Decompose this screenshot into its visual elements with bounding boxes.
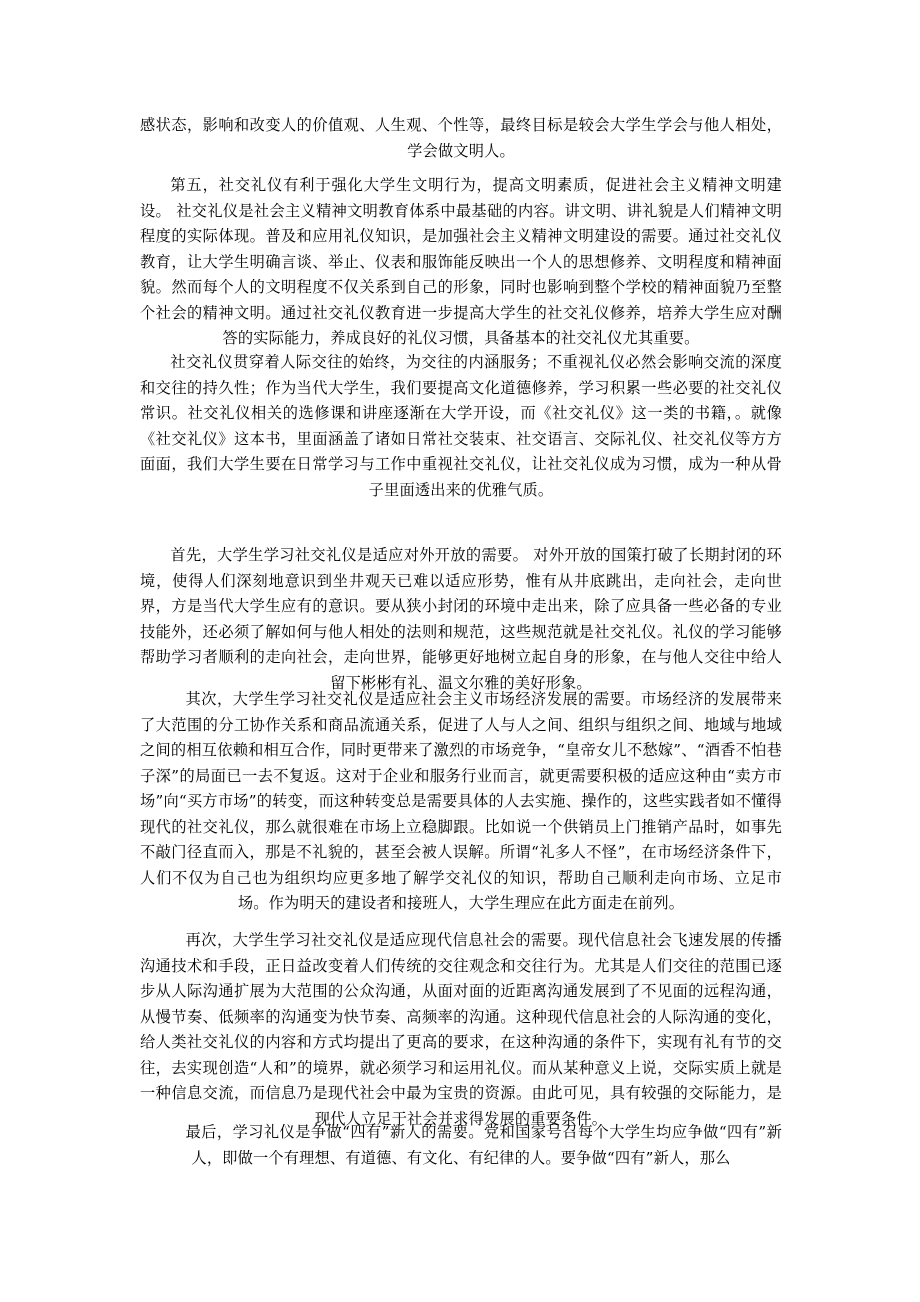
paragraph-final-point: 最后，学习礼仪是争做“四有”新人的需要。党和国家号召每个大学生均应争做“四有”新人，即做一个有理想、有道德、有文化、有纪律的人。要争做“四有”新人，那么 <box>185 1123 782 1167</box>
paragraph-intro-fragment: 感状态，影响和改变人的价值观、人生观、个性等，最终目标是较会大学生学会与他人相处，学会做文明人。 <box>140 116 782 160</box>
paragraph-first-point: 首先，大学生学习社交礼仪是适应对外开放的需要。 对外开放的国策打破了长期封闭的环境，使得人们深刻地意识到坐井观天已难以适应形势，惟有从井底跳出，走向社会，走向世界，方是当代大学生应有的意识。要从狭小封闭的环境中走出来，除了应具备一些必备的专业技能外，还必须了解如何与他人相处的法则和规范，这些规范就是社交礼仪。礼仪的学习能够帮助学习者顺利的走向社会，走向世界，能够更好地树立起自身的形象，在与他人交往中给人留下彬彬有礼、温文尔雅的美好形象。 <box>140 546 782 692</box>
paragraph-third-point: 再次，大学生学习社交礼仪是适应现代信息社会的需要。现代信息社会飞速发展的传播沟通技术和手段，正日益改变着人们传统的交往观念和交往行为。尤其是人们交往的范围已逐步从人际沟通扩展为大范围的公众沟通，从面对面的近距离沟通发展到了不见面的远程沟通，从慢节奏、低频率的沟通变为快节奏、高频率的沟通。这种现代信息社会的人际沟通的变化，给人类社交礼仪的内容和方式均提出了更高的要求，在这种沟通的条件下，实现有礼有节的交往，去实现创造“人和”的境界，就必须学习和运用礼仪。而从某种意义上说，交际实质上就是一种信息交流，而信息乃是现代社会中最为宝贵的资源。由此可见，具有较强的交际能力，是现代人立足于社会并求得发展的重要条件。 <box>140 931 782 1128</box>
paragraph-second-point: 其次，大学生学习社交礼仪是适应社会主义市场经济发展的需要。市场经济的发展带来了大范围的分工协作关系和商品流通关系，促进了人与人之间、组织与组织之间、地域与地域之间的相互依赖和相互合作，同时更带来了激烈的市场竞争，“皇帝女儿不愁嫁”、“酒香不怕巷子深”的局面已一去不复返。这对于企业和服务行业而言，就更需要积极的适应这种由“卖方市场”向“买方市场”的转变，而这种转变总是需要具体的人去实施、操作的，这些实践者如不懂得现代的社交礼仪，那么就很难在市场上立稳脚跟。比如说一个供销员上门推销产品时，如事先不敲门径直而入，那是不礼貌的，甚至会被人误解。所谓“礼多人不怪”，在市场经济条件下，人们不仅为自己也为组织均应更多地了解学交礼仪的知识，帮助自己顺利走向市场、立足市场。作为明天的建设者和接班人，大学生理应在此方面走在前列。 <box>140 690 782 912</box>
paragraph-social-etiquette: 社交礼仪贯穿着人际交往的始终，为交往的内涵服务；不重视礼仪必然会影响交流的深度和交往的持久性；作为当代大学生，我们要提高文化道德修养，学习积累一些必要的社交礼仪常识。社交礼仪相关的选修课和讲座逐渐在大学开设，而《社交礼仪》这一类的书籍，。就像《社交礼仪》这本书，里面涵盖了诸如日常社交装束、社交语言、交际礼仪、社交礼仪等方方面面，我们大学生要在日常学习与工作中重视社交礼仪，让社交礼仪成为习惯，成为一种从骨子里面透出来的优雅气质。 <box>140 353 782 499</box>
paragraph-fifth-point: 第五，社交礼仪有利于强化大学生文明行为，提高文明素质，促进社会主义精神文明建设。 社交礼仪是社会主义精神文明教育体系中最基础的内容。讲文明、讲礼貌是人们精神文明程度的实际体现。普及和应用礼仪知识，是加强社会主义精神文明建设的需要。通过社交礼仪教育，让大学生明确言谈、举止、仪表和服饰能反映出一个人的思想修养、文明程度和精神面貌。然而每个人的文明程度不仅关系到自己的形象，同时也影响到整个学校的精神面貌乃至整个社会的精神文明。通过社交礼仪教育进一步提高大学生的社交礼仪修养，培养大学生应对酬答的实际能力，养成良好的礼仪习惯，具备基本的社交礼仪尤其重要。 <box>140 176 782 347</box>
